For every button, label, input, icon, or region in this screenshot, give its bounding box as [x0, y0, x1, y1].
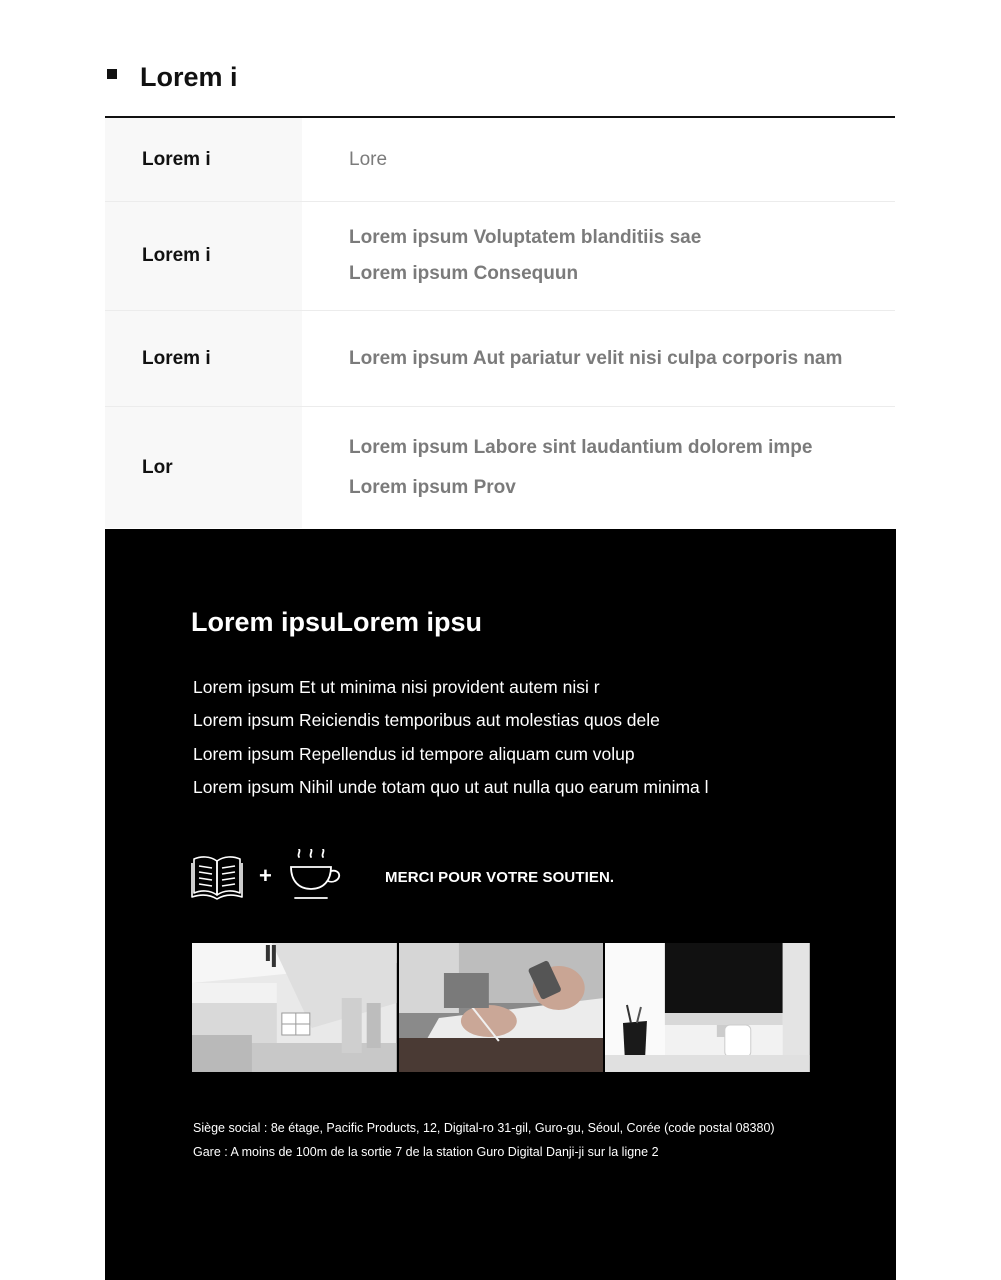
address-block [193, 1116, 775, 1164]
row-label: Lorem i [105, 118, 302, 201]
station-line: Gare : A moins de 100m de la sortie 7 de la station Guro Digital Danji-ji sur la ligne 2 [193, 1145, 659, 1159]
info-table [105, 118, 895, 528]
row-label: Lor [105, 407, 302, 528]
row-value-line: Lorem ipsum Prov [349, 476, 516, 498]
footer-title: Lorem ipsuLorem ipsu [191, 607, 483, 637]
office-hallway-photo [192, 943, 397, 1072]
footer-paragraph: Lorem ipsum Nihil unde totam quo ut aut nulla quo earum minima l [193, 776, 709, 797]
row-value [302, 311, 895, 406]
footer-paragraph: Lorem ipsum Et ut minima nisi provident autem nisi r [193, 677, 600, 697]
table-row [105, 407, 895, 528]
book-icon [191, 853, 243, 901]
photo-strip [192, 943, 810, 1072]
row-label: Lorem i [105, 311, 302, 406]
row-value-line: Lorem ipsum Labore sint laudantium dolorem impe [349, 436, 813, 458]
support-row [191, 849, 791, 905]
footer-panel [105, 529, 896, 1280]
table-row [105, 202, 895, 311]
footer-paragraph: Lorem ipsum Reiciendis temporibus aut molestias quos dele [193, 710, 660, 731]
section-title: Lorem i [140, 62, 238, 92]
row-value-line: Lorem ipsum Voluptatem blanditiis sae [349, 227, 702, 248]
row-value [302, 202, 895, 310]
thanks-text: MERCI POUR VOTRE SOUTIEN. [385, 869, 615, 886]
desk-computer-photo [605, 943, 810, 1072]
row-value [302, 407, 895, 528]
footer-paragraph: Lorem ipsum Repellendus id tempore aliquam cum volup [193, 743, 635, 764]
row-value [302, 118, 895, 201]
footer-paragraphs [193, 671, 709, 804]
row-value-line: Lore [349, 148, 388, 170]
row-value-line: Lorem ipsum Consequun [349, 263, 579, 284]
plus-sign: + [259, 863, 272, 888]
address-line: Siège social : 8e étage, Pacific Products, 12, Digital-ro 31-gil, Guro-gu, Séoul, Corée (code postal 08380) [193, 1121, 775, 1135]
section-header [105, 56, 895, 118]
signing-documents-photo [399, 943, 604, 1072]
table-row [105, 311, 895, 407]
row-label: Lorem i [105, 202, 302, 310]
table-row [105, 118, 895, 202]
coffee-cup-icon [287, 849, 345, 903]
square-bullet-icon [107, 69, 117, 79]
row-value-line: Lorem ipsum Aut pariatur velit nisi culpa corporis nam [349, 347, 843, 369]
